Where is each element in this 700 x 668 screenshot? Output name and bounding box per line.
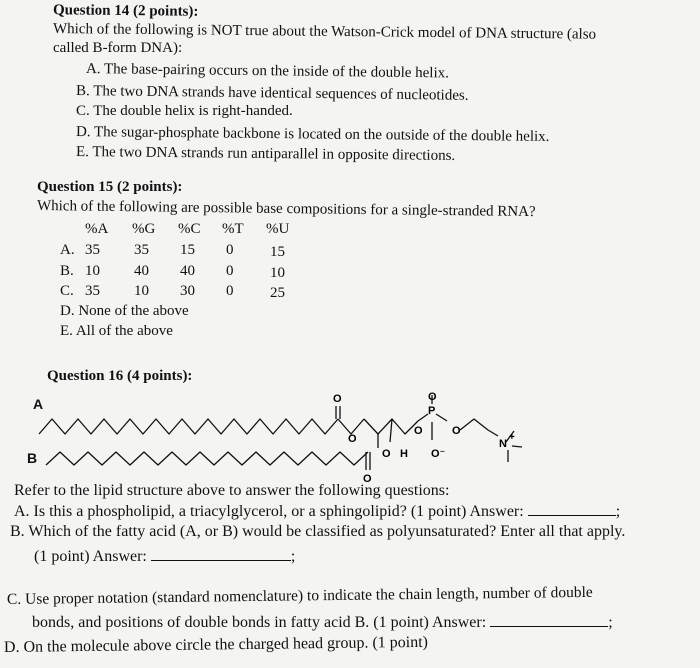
q16-part-c-line1: C. Use proper notation (standard nomenclature) to indicate the chain length, number of double (6, 583, 593, 608)
q15-cell: 0 (226, 263, 234, 279)
fatty-acid-chain-a (39, 419, 338, 434)
q16-part-b-line2 (34, 548, 295, 565)
q15-title: Question 15 (2 points): (37, 179, 183, 195)
q15-row-label: A. (60, 242, 75, 258)
q15-row-label: B. (60, 263, 74, 279)
q15-header-a: %A (85, 221, 109, 237)
q14-stem-line1: Which of the following is NOT true about the Watson-Crick model of DNA structure (also (52, 21, 597, 43)
positive-charge: + (509, 432, 515, 443)
q16-intro: Refer to the lipid structure above to answer the following questions: (14, 482, 450, 499)
q15-cell: 0 (226, 283, 234, 299)
fatty-acid-chain-b (46, 452, 368, 465)
phosphorus-atom: P (428, 405, 436, 417)
phosphate-oxygen-left: O (414, 425, 423, 437)
q14-option-b: B. The two DNA strands have identical sequences of nucleotides. (75, 83, 469, 104)
ester-oxygen-a: O (348, 433, 357, 445)
q15-cell: 35 (134, 242, 149, 258)
q14-option-d: D. The sugar-phosphate backbone is located on the outside of the double helix. (75, 124, 550, 145)
phosphate-oxygen-anion: O⁻ (431, 448, 446, 460)
q16-part-b-line1: B. Which of the fatty acid (A, or B) would be classified as polyunsaturated? Enter all that apply. (10, 523, 626, 540)
q15-cell: 40 (180, 263, 195, 279)
chain-b-label: B (27, 450, 38, 466)
q15-header-t: %T (222, 221, 244, 237)
q15-cell: 10 (85, 263, 100, 279)
q14-option-a: A. The base-pairing occurs on the inside of the double helix. (85, 61, 450, 82)
q15-row-label: C. (60, 283, 74, 299)
q16-part-b-text: (1 point) Answer: (34, 548, 147, 565)
carbonyl-oxygen-b: O (363, 473, 372, 485)
q15-option-d: D. None of the above (60, 303, 189, 319)
phosphate-oxygen-right: O (452, 425, 461, 437)
q15-cell: 35 (85, 283, 100, 299)
q15-cell: 15 (180, 242, 195, 258)
q16-part-a (14, 503, 620, 520)
q15-cell: 10 (134, 283, 149, 299)
part-a-semicolon: ; (615, 503, 621, 520)
q15-header-c: %C (178, 221, 201, 237)
part-c-answer-blank[interactable] (490, 614, 608, 627)
q15-cell: 40 (134, 263, 149, 279)
q16-part-a-text: A. Is this a phospholipid, a triacylglycerol, or a sphingolipid? (1 point) Answer: (14, 503, 524, 520)
part-c-semicolon: ; (608, 614, 613, 631)
q15-header-g: %G (132, 221, 156, 237)
part-b-semicolon: ; (290, 548, 296, 565)
q16-part-d: D. On the molecule above circle the charged head group. (1 point) (3, 633, 429, 656)
q14-option-c: C. The double helix is right-handed. (76, 103, 293, 119)
chain-a-label: A (33, 396, 44, 412)
carbonyl-oxygen-a: O (333, 393, 342, 405)
hydrogen-atom: H (400, 448, 408, 460)
part-a-answer-blank[interactable] (528, 503, 616, 516)
q15-cell: 15 (270, 244, 285, 260)
q15-cell: 35 (85, 242, 100, 258)
nitrogen-atom: N (499, 438, 507, 450)
q15-cell: 25 (270, 285, 285, 301)
q15-cell: 0 (226, 242, 234, 258)
q15-cell: 30 (180, 283, 195, 299)
phosphate-oxygen-top: O (428, 391, 437, 403)
q16-part-c-text: bonds, and positions of double bonds in fatty acid B. (1 point) Answer: (32, 614, 487, 631)
q14-title: Question 14 (2 points): (52, 2, 199, 20)
q15-cell: 10 (270, 265, 285, 281)
q15-stem: Which of the following are possible base compositions for a single-stranded RNA? (36, 198, 536, 221)
ester-oxygen-b: O (382, 448, 391, 460)
q14-option-e: E. The two DNA strands run antiparallel in opposite directions. (75, 144, 456, 164)
q16-title: Question 16 (4 points): (47, 368, 193, 384)
part-b-answer-blank[interactable] (151, 548, 291, 561)
q16-part-c-line2 (32, 614, 613, 631)
q15-header-u: %U (266, 221, 290, 237)
q14-stem-line2: called B-form DNA): (53, 40, 183, 56)
q15-option-e: E. All of the above (60, 323, 173, 339)
